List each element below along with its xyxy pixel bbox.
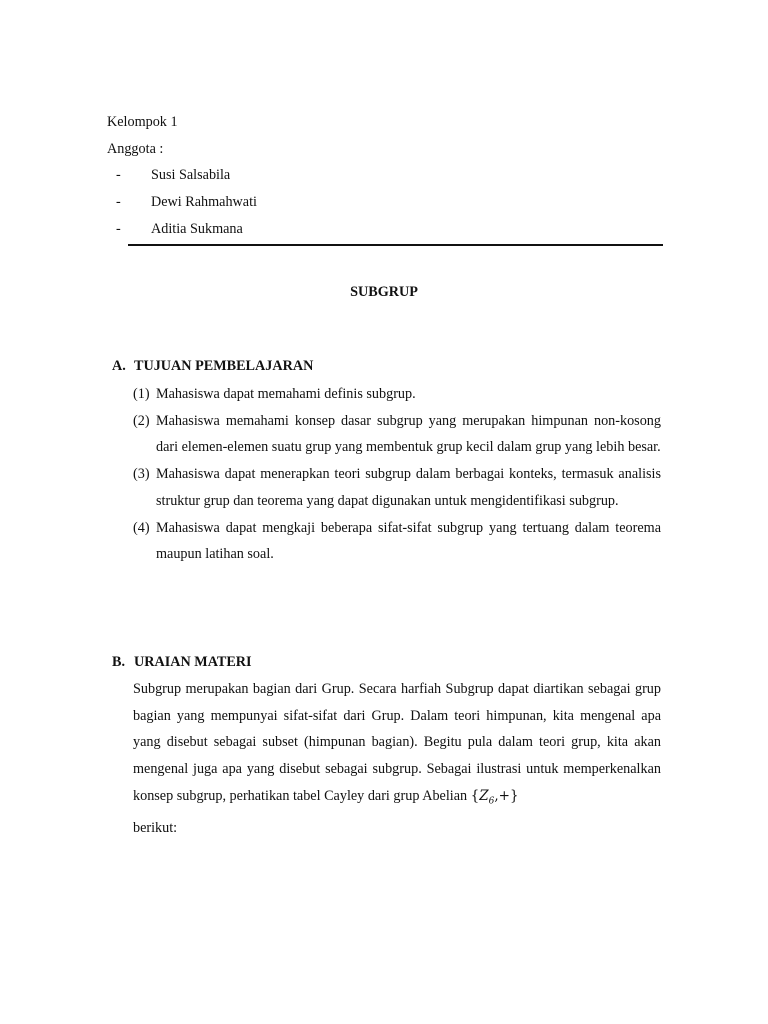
objective-item bbox=[133, 461, 661, 514]
members-label: Anggota : bbox=[107, 140, 164, 157]
math-symbol: Z bbox=[479, 787, 489, 804]
math-open: { bbox=[470, 787, 480, 804]
paragraph-text: Subgrup merupakan bagian dari Grup. Secara harfiah Subgrup dapat diartikan sebagai grup bagian yang mempunyai sifat-sifat dari Grup. Dalam teori himpunan, kita mengenal apa yang disebut sebagai subset (himpunan bagian). Begitu pula dalam teori grup, kita akan mengenal juga apa yang disebut sebagai subgrup. Sebagai ilustrasi untuk memperkenalkan konsep subgrup, perhatikan tabel Cayley dari grup Abelian bbox=[133, 681, 661, 804]
objective-item bbox=[133, 381, 661, 408]
section-title: URAIAN MATERI bbox=[134, 654, 252, 670]
member-item: - Aditia Sukmana bbox=[116, 220, 243, 237]
objective-text: Mahasiswa memahami konsep dasar subgrup yang merupakan himpunan non-kosong dari elemen-elemen suatu grup yang membentuk grup kecil dalam grup yang lebih besar. bbox=[156, 412, 661, 456]
section-title: TUJUAN PEMBELAJARAN bbox=[134, 358, 314, 374]
objective-text: Mahasiswa dapat memahami definis subgrup. bbox=[156, 386, 416, 402]
math-subscript: 6 bbox=[488, 796, 495, 807]
section-a-heading bbox=[112, 358, 313, 375]
section-letter: A. bbox=[112, 358, 126, 374]
group-info bbox=[107, 109, 257, 242]
objective-number: (4) bbox=[133, 519, 150, 536]
objective-number: (3) bbox=[133, 466, 150, 483]
member-item: - Dewi Rahmahwati bbox=[116, 194, 257, 211]
member-name: Dewi Rahmahwati bbox=[151, 194, 257, 211]
document-title: SUBGRUP bbox=[350, 284, 418, 300]
objective-number: (2) bbox=[133, 412, 150, 429]
math-rest: ,+} bbox=[494, 787, 519, 804]
material-paragraph bbox=[133, 676, 661, 842]
objective-item bbox=[133, 515, 661, 568]
section-letter: B. bbox=[112, 654, 126, 670]
objective-number: (1) bbox=[133, 386, 150, 402]
learning-objectives-list bbox=[133, 381, 661, 568]
header-divider bbox=[128, 244, 663, 246]
group-notation bbox=[470, 787, 519, 807]
member-item: - Susi Salsabila bbox=[116, 167, 231, 184]
paragraph-end: berikut: bbox=[133, 820, 178, 837]
objective-item bbox=[133, 408, 661, 461]
objective-text: Mahasiswa dapat mengkaji beberapa sifat-sifat subgrup yang tertuang dalam teorema maupun latihan soal. bbox=[156, 519, 661, 563]
group-name: Kelompok 1 bbox=[107, 114, 178, 130]
section-b-heading bbox=[112, 654, 252, 671]
objective-text: Mahasiswa dapat menerapkan teori subgrup dalam berbagai konteks, termasuk analisis struktur grup dan teorema yang dapat digunakan untuk mengidentifikasi subgrup. bbox=[156, 466, 661, 509]
member-name: Susi Salsabila bbox=[151, 167, 231, 184]
member-name: Aditia Sukmana bbox=[151, 220, 243, 237]
